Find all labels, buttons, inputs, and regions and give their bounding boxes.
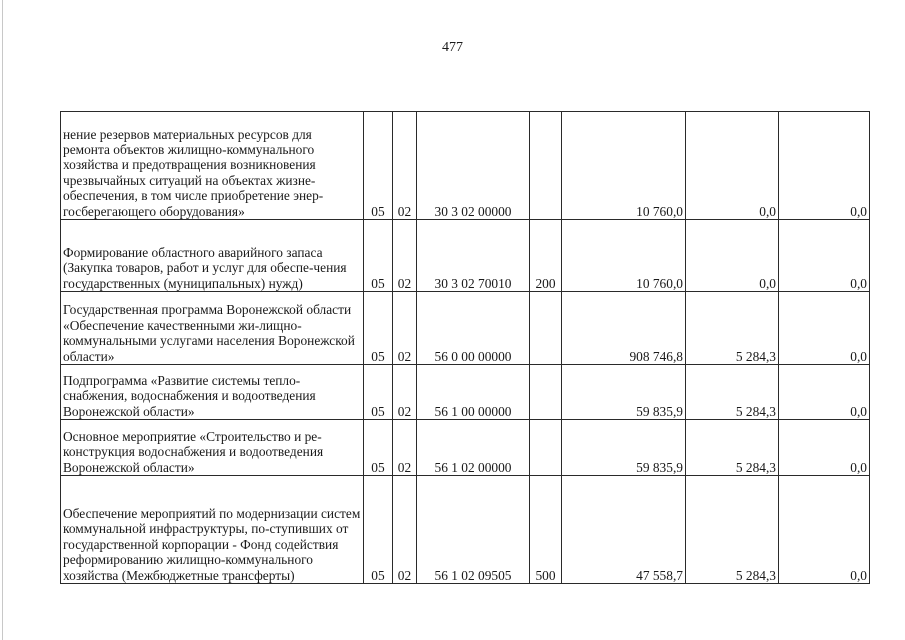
cell-rz: 05 — [364, 220, 393, 292]
cell-value-3: 0,0 — [779, 292, 870, 365]
cell-value-2: 0,0 — [686, 220, 779, 292]
cell-value-2: 5 284,3 — [686, 365, 779, 420]
cell-rz: 05 — [364, 420, 393, 476]
cell-csr: 30 3 02 00000 — [417, 112, 530, 220]
cell-vr: 200 — [530, 220, 562, 292]
cell-vr — [530, 292, 562, 365]
cell-value-3: 0,0 — [779, 365, 870, 420]
cell-value-1: 47 558,7 — [562, 476, 686, 584]
cell-csr: 56 1 00 00000 — [417, 365, 530, 420]
row-name: Основное мероприятие «Строительство и ре-конструкция водоснабжения и водоотведения Воронежской области» — [61, 420, 364, 476]
table-row — [61, 220, 870, 292]
page-number: 477 — [442, 40, 463, 55]
cell-value-3: 0,0 — [779, 476, 870, 584]
table-row — [61, 420, 870, 476]
cell-rz: 05 — [364, 365, 393, 420]
cell-value-2: 5 284,3 — [686, 420, 779, 476]
cell-value-3: 0,0 — [779, 420, 870, 476]
cell-csr: 56 1 02 00000 — [417, 420, 530, 476]
cell-pr: 02 — [393, 292, 417, 365]
cell-rz: 05 — [364, 476, 393, 584]
table-row — [61, 112, 870, 220]
cell-rz: 05 — [364, 112, 393, 220]
row-name: Формирование областного аварийного запаса (Закупка товаров, работ и услуг для обеспе-чения государственных (муниципальных) нужд) — [61, 220, 364, 292]
cell-csr: 56 0 00 00000 — [417, 292, 530, 365]
row-name: Обеспечение мероприятий по модернизации систем коммунальной инфраструктуры, по-ступивших от государственной корпорации - Фонд содействия реформированию жилищно-коммунального хозяйства (Межбюджетные трансферты) — [61, 476, 364, 584]
cell-value-2: 5 284,3 — [686, 476, 779, 584]
row-name: Государственная программа Воронежской области «Обеспечение качественными жи-лищно-коммунальными услугами населения Воронежской области» — [61, 292, 364, 365]
cell-value-2: 5 284,3 — [686, 292, 779, 365]
cell-value-3: 0,0 — [779, 220, 870, 292]
row-name: Подпрограмма «Развитие системы тепло-снабжения, водоснабжения и водоотведения Воронежской области» — [61, 365, 364, 420]
cell-vr — [530, 112, 562, 220]
row-name: нение резервов материальных ресурсов для ремонта объектов жилищно-коммунального хозяйства и предотвращения возникновения чрезвычайных ситуаций на объектах жизне-обеспечения, в том числе приобретение энер-госберегающего оборудования» — [61, 112, 364, 220]
cell-value-2: 0,0 — [686, 112, 779, 220]
table-row — [61, 476, 870, 584]
table-row — [61, 292, 870, 365]
table-row — [61, 365, 870, 420]
cell-value-3: 0,0 — [779, 112, 870, 220]
cell-pr: 02 — [393, 112, 417, 220]
cell-vr: 500 — [530, 476, 562, 584]
cell-pr: 02 — [393, 420, 417, 476]
cell-pr: 02 — [393, 365, 417, 420]
cell-vr — [530, 365, 562, 420]
cell-csr: 30 3 02 70010 — [417, 220, 530, 292]
cell-value-1: 10 760,0 — [562, 112, 686, 220]
page-left-edge — [2, 0, 3, 640]
budget-table — [60, 111, 870, 584]
cell-value-1: 59 835,9 — [562, 365, 686, 420]
cell-rz: 05 — [364, 292, 393, 365]
cell-pr: 02 — [393, 476, 417, 584]
cell-vr — [530, 420, 562, 476]
cell-csr: 56 1 02 09505 — [417, 476, 530, 584]
cell-value-1: 59 835,9 — [562, 420, 686, 476]
cell-value-1: 10 760,0 — [562, 220, 686, 292]
cell-value-1: 908 746,8 — [562, 292, 686, 365]
cell-pr: 02 — [393, 220, 417, 292]
